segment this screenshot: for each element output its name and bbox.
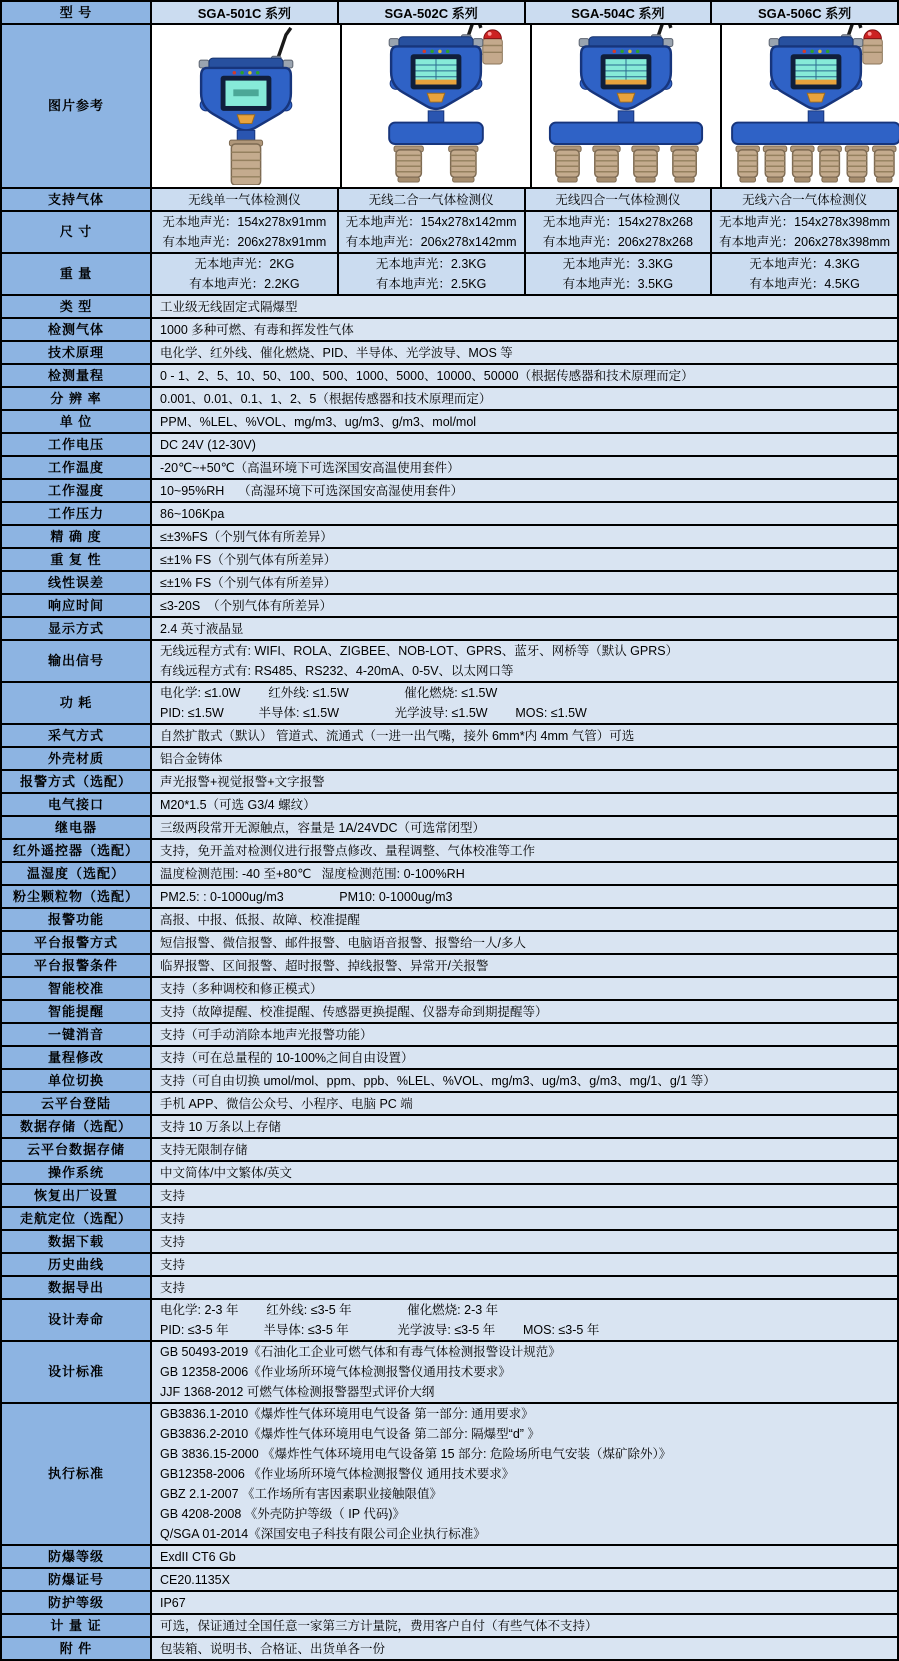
- value-platform_cond: [150, 955, 897, 976]
- product-image-sga-502c: [340, 25, 530, 187]
- value-line: DC 24V (12-30V): [160, 437, 256, 452]
- value-resolution: [150, 388, 897, 409]
- value-line: GB3836.2-2010《爆炸性气体环境用电气设备 第二部分: 隔爆型“d” 》: [160, 1427, 540, 1441]
- model-name-1: SGA-501C 系列: [150, 2, 337, 23]
- value-exec_std: [150, 1404, 897, 1544]
- value-line: 短信报警、微信报警、邮件报警、电脑语音报警、报警给一人/多人: [160, 935, 526, 950]
- product-image-sga-506c: [720, 25, 899, 187]
- value-line: 支持: [160, 1257, 186, 1272]
- row-label-smart_remind: 智能提醒: [2, 1001, 150, 1022]
- row-response: [2, 593, 897, 616]
- value-line: 声光报警+视觉报警+文字报警: [160, 774, 325, 789]
- row-label-platform_cond: 平台报警条件: [2, 955, 150, 976]
- value-data_download: [150, 1231, 897, 1252]
- row-label-nav_location: 走航定位（选配）: [2, 1208, 150, 1229]
- value-line: PPM、%LEL、%VOL、mg/m3、ug/m3、g/m3、mol/mol: [160, 414, 477, 429]
- value-electrical: [150, 794, 897, 815]
- row-range_modify: [2, 1045, 897, 1068]
- value-line: 温度检测范围: -40 至+80℃ 湿度检测范围: 0-100%RH: [160, 866, 465, 881]
- row-power: [2, 681, 897, 723]
- value-principle: [150, 342, 897, 363]
- value-housing: [150, 748, 897, 769]
- row-range: [2, 363, 897, 386]
- value-line: 支持 10 万条以上存储: [160, 1119, 281, 1134]
- row-label-alarm_mode: 报警方式（选配）: [2, 771, 150, 792]
- value-line: 电化学、红外线、催化燃烧、PID、半导体、光学波导、MOS 等: [160, 345, 513, 360]
- row-label-model: 型 号: [2, 2, 150, 23]
- value-humidity: [150, 480, 897, 501]
- value-repeatability: [150, 549, 897, 570]
- value-line: 中文简体/中文繁体/英文: [160, 1165, 292, 1180]
- value-temperature: [150, 457, 897, 478]
- model-name-2: SGA-502C 系列: [337, 2, 524, 23]
- row-label-range: 检测量程: [2, 365, 150, 386]
- value-line: 支持无限制存储: [160, 1142, 248, 1157]
- row-label-weight: 重 量: [2, 254, 150, 294]
- value-output: [150, 641, 897, 681]
- value-line: 支持: [160, 1188, 186, 1203]
- value-factory_reset: [150, 1185, 897, 1206]
- row-label-response: 响应时间: [2, 595, 150, 616]
- row-label-temperature: 工作温度: [2, 457, 150, 478]
- row-dust: [2, 884, 897, 907]
- value-line: 支持，免开盖对检测仪进行报警点修改、量程调整、气体校准等工作: [160, 843, 536, 858]
- row-smart_cal: [2, 976, 897, 999]
- value-os: [150, 1162, 897, 1183]
- value-line: 无本地声光：154x278x398mm: [719, 215, 891, 229]
- value-line: 无线六合一气体检测仪: [742, 192, 868, 207]
- value-line: ≤±1% FS（个别气体有所差异）: [160, 552, 337, 567]
- value-line: 无本地声光：154x278x268: [542, 215, 693, 229]
- value-weight-3: [524, 254, 711, 294]
- row-label-exec_std: 执行标准: [2, 1404, 150, 1544]
- row-size: [2, 210, 897, 252]
- row-label-power: 功 耗: [2, 683, 150, 723]
- value-line: PID: ≤1.5W 半导体: ≤1.5W 光学波导: ≤1.5W MOS: ≤1.5W: [160, 706, 587, 720]
- value-weight-4: [710, 254, 897, 294]
- value-ex_cert: [150, 1569, 897, 1590]
- row-principle: [2, 340, 897, 363]
- row-pressure: [2, 501, 897, 524]
- value-gas_support-1: [150, 189, 337, 210]
- value-line: GB 12358-2006《作业场所环境气体检测报警仪通用技术要求》: [160, 1365, 511, 1379]
- row-label-dust: 粉尘颗粒物（选配）: [2, 886, 150, 907]
- value-line: 高报、中报、低报、故障、校准提醒: [160, 912, 361, 927]
- row-ir_remote: [2, 838, 897, 861]
- value-line: 临界报警、区间报警、超时报警、掉线报警、异常开/关报警: [160, 958, 489, 973]
- row-label-size: 尺 寸: [2, 212, 150, 252]
- value-line: ≤±3%FS（个别气体有所差异）: [160, 529, 333, 544]
- value-data_export: [150, 1277, 897, 1298]
- value-line: 自然扩散式（默认） 管道式、流通式（一进一出气嘴，接外 6mm*内 4mm 气管）可选: [160, 728, 635, 743]
- value-range_modify: [150, 1047, 897, 1068]
- row-unit: [2, 409, 897, 432]
- row-data_export: [2, 1275, 897, 1298]
- value-ex_class: [150, 1546, 897, 1567]
- value-mute: [150, 1024, 897, 1045]
- value-line: 无本地声光：154x278x142mm: [345, 215, 517, 229]
- value-line: PM2.5: : 0-1000ug/m3 PM10: 0-1000ug/m3: [160, 889, 453, 904]
- value-line: 电化学: 2-3 年 红外线: ≤3-5 年 催化燃烧: 2-3 年: [160, 1303, 499, 1317]
- row-label-design_std: 设计标准: [2, 1342, 150, 1402]
- value-line: 工业级无线固定式隔爆型: [160, 299, 298, 314]
- gas-detector-illustration: [152, 25, 340, 185]
- value-line: 有本地声光：206x278x91mm: [162, 235, 327, 249]
- row-electrical: [2, 792, 897, 815]
- model-name-4: SGA-506C 系列: [710, 2, 897, 23]
- row-label-relay: 继电器: [2, 817, 150, 838]
- value-dust: [150, 886, 897, 907]
- row-output: [2, 639, 897, 681]
- value-line: GBZ 2.1-2007 《工作场所有害因素职业接触限值》: [160, 1487, 442, 1501]
- row-label-mute: 一键消音: [2, 1024, 150, 1045]
- row-label-alarm_func: 报警功能: [2, 909, 150, 930]
- row-linearity: [2, 570, 897, 593]
- row-voltage: [2, 432, 897, 455]
- value-line: 支持（可自由切换 umol/mol、ppm、ppb、%LEL、%VOL、mg/m3、ug/m3、g/m3、mg/1、g/1 等）: [160, 1073, 716, 1088]
- row-data_storage: [2, 1114, 897, 1137]
- value-power: [150, 683, 897, 723]
- row-nav_location: [2, 1206, 897, 1229]
- value-history_curve: [150, 1254, 897, 1275]
- value-line: ≤±1% FS（个别气体有所差异）: [160, 575, 337, 590]
- gas-detector-illustration: [532, 25, 720, 185]
- row-label-image: 图片参考: [2, 25, 150, 187]
- row-platform_alarm: [2, 930, 897, 953]
- value-voltage: [150, 434, 897, 455]
- value-line: Q/SGA 01-2014《深国安电子科技有限公司企业执行标准》: [160, 1527, 486, 1541]
- row-type: [2, 294, 897, 317]
- row-ex_class: [2, 1544, 897, 1567]
- value-platform_alarm: [150, 932, 897, 953]
- value-design_life: [150, 1300, 897, 1340]
- row-relay: [2, 815, 897, 838]
- value-cloud_login: [150, 1093, 897, 1114]
- row-label-gas_support: 支持气体: [2, 189, 150, 210]
- product-image-sga-504c: [530, 25, 720, 187]
- value-line: 支持（故障提醒、校准提醒、传感器更换提醒、仪器寿命到期提醒等）: [160, 1004, 548, 1019]
- value-line: 无本地声光：3.3KG: [562, 257, 674, 271]
- value-line: 2.4 英寸液晶显: [160, 621, 244, 636]
- value-line: ≤3-20S （个别气体有所差异）: [160, 598, 333, 613]
- row-housing: [2, 746, 897, 769]
- value-line: 铝合金铸体: [160, 751, 223, 766]
- row-label-electrical: 电气接口: [2, 794, 150, 815]
- row-unit_switch: [2, 1068, 897, 1091]
- value-line: 无本地声光：4.3KG: [749, 257, 860, 271]
- row-label-output: 输出信号: [2, 641, 150, 681]
- value-line: IP67: [160, 1595, 186, 1610]
- value-line: 有本地声光：2.2KG: [189, 277, 300, 291]
- value-line: 无线单一气体检测仪: [188, 192, 301, 207]
- image-row: [2, 23, 897, 187]
- value-line: CE20.1135X: [160, 1572, 230, 1587]
- value-type: [150, 296, 897, 317]
- value-line: 无本地声光：2.3KG: [375, 257, 487, 271]
- row-label-voltage: 工作电压: [2, 434, 150, 455]
- row-accuracy: [2, 524, 897, 547]
- value-cloud_storage: [150, 1139, 897, 1160]
- value-gas_support-3: [524, 189, 711, 210]
- value-line: 支持: [160, 1234, 186, 1249]
- row-label-resolution: 分 辨 率: [2, 388, 150, 409]
- row-label-accessories: 附 件: [2, 1638, 150, 1659]
- value-line: 有本地声光：2.5KG: [375, 277, 487, 291]
- row-mute: [2, 1022, 897, 1045]
- row-label-os: 操作系统: [2, 1162, 150, 1183]
- value-line: 支持（多种调校和修正模式）: [160, 981, 323, 996]
- row-resolution: [2, 386, 897, 409]
- row-label-display: 显示方式: [2, 618, 150, 639]
- value-line: 支持（可在总量程的 10-100%之间自由设置）: [160, 1050, 414, 1065]
- value-data_storage: [150, 1116, 897, 1137]
- value-size-3: [524, 212, 711, 252]
- value-sampling: [150, 725, 897, 746]
- row-label-unit: 单 位: [2, 411, 150, 432]
- row-label-range_modify: 量程修改: [2, 1047, 150, 1068]
- value-line: 0 - 1、2、5、10、50、100、500、1000、5000、10000、50000（根据传感器和技术原理而定）: [160, 368, 694, 383]
- value-line: 0.001、0.01、0.1、1、2、5（根据传感器和技术原理而定）: [160, 391, 492, 406]
- row-platform_cond: [2, 953, 897, 976]
- value-line: 1000 多种可燃、有毒和挥发性气体: [160, 322, 354, 337]
- value-line: GB 3836.15-2000 《爆炸性气体环境用电气设备第 15 部分: 危险场所电气安装（煤矿除外）》: [160, 1447, 672, 1461]
- row-repeatability: [2, 547, 897, 570]
- value-ip_class: [150, 1592, 897, 1613]
- model-header-row: [2, 2, 897, 23]
- row-exec_std: [2, 1402, 897, 1544]
- row-label-humidity: 工作湿度: [2, 480, 150, 501]
- row-label-platform_alarm: 平台报警方式: [2, 932, 150, 953]
- row-label-cloud_storage: 云平台数据存储: [2, 1139, 150, 1160]
- value-range: [150, 365, 897, 386]
- row-cloud_login: [2, 1091, 897, 1114]
- row-factory_reset: [2, 1183, 897, 1206]
- row-metrology: [2, 1613, 897, 1636]
- value-alarm_mode: [150, 771, 897, 792]
- model-name-3: SGA-504C 系列: [524, 2, 711, 23]
- value-temp_humidity: [150, 863, 897, 884]
- value-line: 电化学: ≤1.0W 红外线: ≤1.5W 催化燃烧: ≤1.5W: [160, 686, 498, 700]
- row-label-data_download: 数据下载: [2, 1231, 150, 1252]
- product-image-sga-501c: [150, 25, 340, 187]
- row-label-factory_reset: 恢复出厂设置: [2, 1185, 150, 1206]
- row-weight: [2, 252, 897, 294]
- row-label-temp_humidity: 温湿度（选配）: [2, 863, 150, 884]
- value-response: [150, 595, 897, 616]
- gas-detector-illustration: [342, 25, 530, 185]
- value-weight-2: [337, 254, 524, 294]
- row-history_curve: [2, 1252, 897, 1275]
- value-size-2: [337, 212, 524, 252]
- gas-detector-illustration: [722, 25, 899, 185]
- value-line: 支持（可手动消除本地声光报警功能）: [160, 1027, 373, 1042]
- row-label-unit_switch: 单位切换: [2, 1070, 150, 1091]
- value-line: 有本地声光：3.5KG: [562, 277, 674, 291]
- value-accessories: [150, 1638, 897, 1659]
- value-line: 无本地声光：154x278x91mm: [162, 215, 327, 229]
- row-label-history_curve: 历史曲线: [2, 1254, 150, 1275]
- row-label-ir_remote: 红外遥控器（选配）: [2, 840, 150, 861]
- row-label-metrology: 计 量 证: [2, 1615, 150, 1636]
- row-temperature: [2, 455, 897, 478]
- row-data_download: [2, 1229, 897, 1252]
- row-design_life: [2, 1298, 897, 1340]
- row-alarm_mode: [2, 769, 897, 792]
- value-alarm_func: [150, 909, 897, 930]
- value-ir_remote: [150, 840, 897, 861]
- row-sampling: [2, 723, 897, 746]
- row-label-sampling: 采气方式: [2, 725, 150, 746]
- value-line: 有本地声光：4.5KG: [749, 277, 860, 291]
- row-design_std: [2, 1340, 897, 1402]
- row-label-linearity: 线性误差: [2, 572, 150, 593]
- row-label-detect_gas: 检测气体: [2, 319, 150, 340]
- value-line: ExdII CT6 Gb: [160, 1549, 236, 1564]
- value-line: GB 4208-2008 《外壳防护等级（ IP 代码)》: [160, 1507, 405, 1521]
- value-accuracy: [150, 526, 897, 547]
- value-line: 有本地声光：206x278x398mm: [719, 235, 891, 249]
- value-size-1: [150, 212, 337, 252]
- value-line: 无线四合一气体检测仪: [555, 192, 681, 207]
- value-line: JJF 1368-2012 可燃气体检测报警器型式评价大纲: [160, 1385, 435, 1399]
- row-cloud_storage: [2, 1137, 897, 1160]
- row-label-principle: 技术原理: [2, 342, 150, 363]
- row-label-ex_class: 防爆等级: [2, 1546, 150, 1567]
- row-temp_humidity: [2, 861, 897, 884]
- row-os: [2, 1160, 897, 1183]
- row-label-cloud_login: 云平台登陆: [2, 1093, 150, 1114]
- value-smart_cal: [150, 978, 897, 999]
- value-line: 无本地声光：2KG: [194, 257, 295, 271]
- value-line: PID: ≤3-5 年 半导体: ≤3-5 年 光学波导: ≤3-5 年 MOS: ≤3-5 年: [160, 1323, 600, 1337]
- value-line: GB12358-2006 《作业场所环境气体检测报警仪 通用技术要求》: [160, 1467, 515, 1481]
- row-label-ip_class: 防护等级: [2, 1592, 150, 1613]
- row-humidity: [2, 478, 897, 501]
- row-label-type: 类 型: [2, 296, 150, 317]
- row-accessories: [2, 1636, 897, 1659]
- row-label-ex_cert: 防爆证号: [2, 1569, 150, 1590]
- value-line: 10~95%RH （高湿环境下可选深国安高湿使用套件）: [160, 483, 464, 498]
- row-label-smart_cal: 智能校准: [2, 978, 150, 999]
- row-label-housing: 外壳材质: [2, 748, 150, 769]
- value-pressure: [150, 503, 897, 524]
- value-gas_support-2: [337, 189, 524, 210]
- value-line: 有本地声光：206x278x268: [542, 235, 693, 249]
- value-line: 86~106Kpa: [160, 506, 225, 521]
- row-ex_cert: [2, 1567, 897, 1590]
- value-line: 可选，保证通过全国任意一家第三方计量院，费用客户自付（有些气体不支持）: [160, 1618, 598, 1633]
- value-design_std: [150, 1342, 897, 1402]
- row-alarm_func: [2, 907, 897, 930]
- row-label-data_storage: 数据存储（选配）: [2, 1116, 150, 1137]
- value-line: 无线二合一气体检测仪: [368, 192, 494, 207]
- value-gas_support-4: [710, 189, 897, 210]
- value-metrology: [150, 1615, 897, 1636]
- value-line: GB 50493-2019《石油化工企业可燃气体和有毒气体检测报警设计规范》: [160, 1345, 561, 1359]
- row-label-design_life: 设计寿命: [2, 1300, 150, 1340]
- value-line: M20*1.5（可选 G3/4 螺纹）: [160, 797, 316, 812]
- value-line: 三级两段常开无源触点，容量是 1A/24VDC（可选常闭型）: [160, 820, 486, 835]
- row-label-accuracy: 精 确 度: [2, 526, 150, 547]
- row-gas_support: [2, 187, 897, 210]
- value-relay: [150, 817, 897, 838]
- row-detect_gas: [2, 317, 897, 340]
- value-line: 包装箱、说明书、合格证、出货单各一份: [160, 1641, 386, 1656]
- value-line: 手机 APP、微信公众号、小程序、电脑 PC 端: [160, 1096, 413, 1111]
- row-label-data_export: 数据导出: [2, 1277, 150, 1298]
- row-ip_class: [2, 1590, 897, 1613]
- value-line: 无线远程方式有: WIFI、ROLA、ZIGBEE、NOB-LOT、GPRS、蓝牙、网桥等（默认 GPRS）: [160, 644, 679, 658]
- row-display: [2, 616, 897, 639]
- row-smart_remind: [2, 999, 897, 1022]
- row-label-pressure: 工作压力: [2, 503, 150, 524]
- value-line: GB3836.1-2010《爆炸性气体环境用电气设备 第一部分: 通用要求》: [160, 1407, 534, 1421]
- value-line: -20℃~+50℃（高温环境下可选深国安高温使用套件）: [160, 460, 460, 475]
- value-unit_switch: [150, 1070, 897, 1091]
- value-nav_location: [150, 1208, 897, 1229]
- value-linearity: [150, 572, 897, 593]
- value-line: 支持: [160, 1211, 186, 1226]
- value-smart_remind: [150, 1001, 897, 1022]
- value-line: 有线远程方式有: RS485、RS232、4-20mA、0-5V、以太网口等: [160, 664, 514, 678]
- value-line: 有本地声光：206x278x142mm: [345, 235, 517, 249]
- value-detect_gas: [150, 319, 897, 340]
- value-display: [150, 618, 897, 639]
- value-size-4: [710, 212, 897, 252]
- value-unit: [150, 411, 897, 432]
- value-weight-1: [150, 254, 337, 294]
- value-line: 支持: [160, 1280, 186, 1295]
- row-label-repeatability: 重 复 性: [2, 549, 150, 570]
